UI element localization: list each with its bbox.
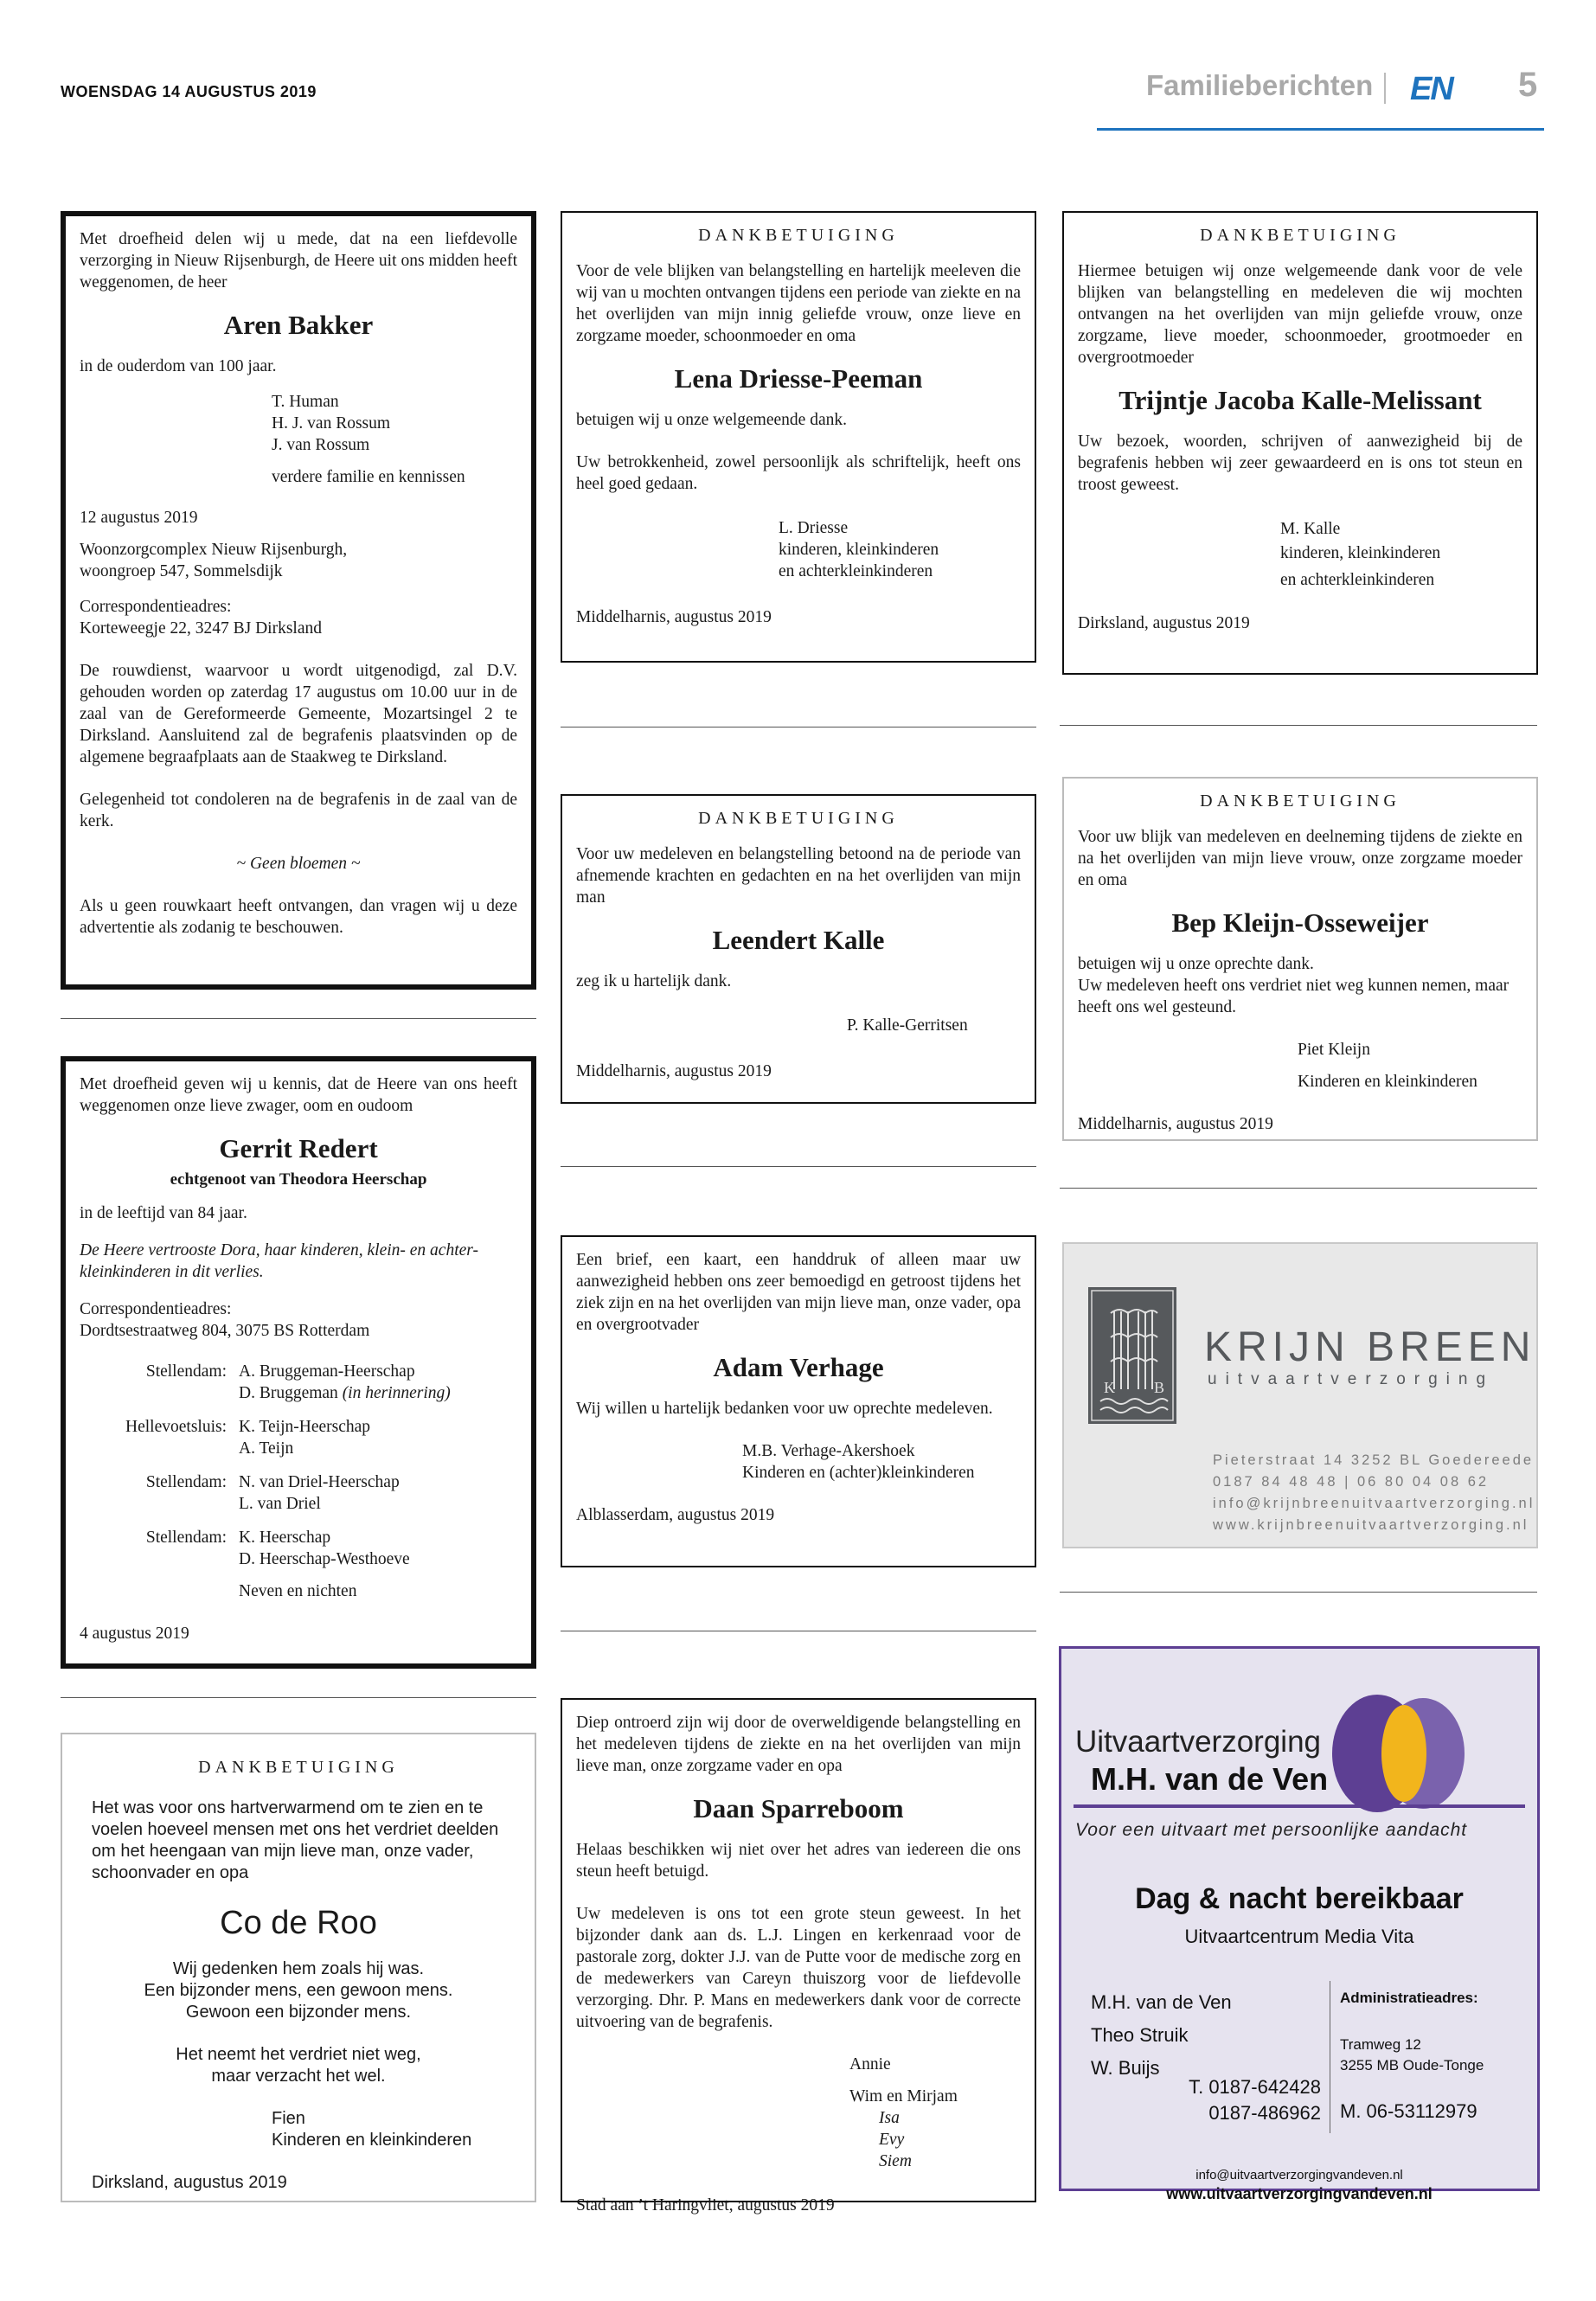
service-info: De rouwdienst, waarvoor u wordt uitgenodigd, zal D.V. gehouden worden op zaterdag 17 augustus om 10.00 uur in de zaal van de Gereformeerde Gemeente, Mozartsingel 2 te Dirksland. Aansluitend zal de begrafenis plaatsvinden op de algemene begraafplaats aan de Staakweg te Dirksland. [80, 662, 517, 766]
no-flowers: ~ Geen bloemen ~ [236, 855, 361, 873]
relative-place: Stellendam: [145, 1529, 227, 1547]
van-de-ven-logo-icon [1330, 1692, 1485, 1815]
thanks-line: betuigen wij u onze oprechte dank. [1078, 955, 1314, 973]
notice-intro: Voor uw medeleven en belangstelling betoond na de periode van afnemende krachten en gedachten en na het overlijden van mijn man [576, 845, 1021, 907]
staff-name: M.H. van de Ven [1091, 1991, 1232, 2013]
signatory: M.B. Verhage-Akershoek [742, 1442, 915, 1460]
phone: T. 0187-642428 [1189, 2076, 1321, 2098]
staff-name: W. Buijs [1091, 2057, 1160, 2079]
page-number: 5 [1518, 66, 1538, 104]
svg-text:B: B [1154, 1379, 1165, 1396]
column-rule [561, 1166, 1036, 1167]
address-line: Tramweg 12 [1340, 2036, 1421, 2053]
deceased-name: Lena Driesse-Peeman [674, 363, 923, 394]
signatory: en achterkleinkinderen [779, 562, 933, 580]
place-line: Woonzorgcomplex Nieuw Rijsenburgh, [80, 541, 348, 559]
notice-body: Uw medeleven is ons tot een grote steun geweest. In het bijzonder dank aan ds. L.J. Lingen en kerkenraad voor de pastorale zorg, dokter J.J. van de Putte voor de medische zorg en de medewerkers van Careyn thuiszorg voor de liefdevolle verzorging. Dhr. P. Mans en medewerkers dank voor de correcte uitvoering van de begrafenis. [576, 1905, 1021, 2031]
correspondence-address: Korteweegje 22, 3247 BJ Dirksland [80, 619, 322, 638]
signatory: verdere familie en kennissen [272, 468, 465, 486]
place-date: Middelharnis, augustus 2019 [1078, 1115, 1273, 1133]
deceased-name: Aren Bakker [223, 310, 374, 340]
relative-place: Hellevoetsluis: [125, 1418, 227, 1436]
notice-co-de-roo [61, 1733, 536, 2202]
admin-label: Administratieadres: [1340, 1990, 1478, 2006]
signatory: H. J. van Rossum [272, 414, 391, 433]
signatory: Kinderen en (achter)kleinkinderen [742, 1464, 975, 1482]
place-date: Dirksland, augustus 2019 [1078, 614, 1250, 632]
notice-heading: DANKBETUIGING [1200, 226, 1401, 245]
accent-rule [1074, 1804, 1525, 1808]
signatory: P. Kalle-Gerritsen [847, 1016, 968, 1035]
signatory: Annie [849, 2055, 891, 2073]
krijn-breen-name: KRIJN BREEN [1204, 1324, 1536, 1370]
signatory: en achterkleinkinderen [1280, 571, 1435, 589]
staff-name: Theo Struik [1091, 2024, 1189, 2046]
header-divider [1384, 73, 1386, 104]
relative-name: K. Teijn-Heerschap [239, 1418, 371, 1436]
email-link[interactable]: info@uitvaartverzorgingvandeven.nl [1195, 2168, 1403, 2182]
van-de-ven-name: M.H. van de Ven [1091, 1761, 1329, 1797]
signatory: J. van Rossum [272, 436, 370, 454]
notice-daan-sparreboom [561, 1698, 1036, 2214]
notice-leendert-kalle [561, 794, 1036, 1104]
column-rule [1060, 1592, 1537, 1593]
relative-name: A. Teijn [239, 1439, 294, 1458]
notice-intro: Een brief, een kaart, een handdruk of alleen maar uw aanwezigheid hebben ons zeer bemoedigd en getroost tijdens het ziek zijn en na het overlijden van mijn lieve man, onze vader, opa en overgrootvader [576, 1251, 1021, 1334]
krijn-breen-contact [1213, 1450, 1535, 1536]
notice-kleijn-osseweijer [1062, 777, 1538, 1141]
age-line: in de leeftijd van 84 jaar. [80, 1204, 247, 1222]
correspondence-label: Correspondentieadres: [80, 598, 232, 616]
notice-intro: Voor uw blijk van medeleven en deelneming tijdens de ziekte en na het overlijden van mijn lieve vrouw, onze zorgzame moeder en oma [1078, 828, 1522, 889]
notice-body: Uw bezoek, woorden, schrijven of aanwezigheid bij de begrafenis hebben wij zeer gewaardeerd en is ons tot steun en troost geweest. [1078, 433, 1522, 494]
age-line: in de ouderdom van 100 jaar. [80, 357, 277, 375]
correspondence-address: Dordtsestraatweg 804, 3075 BS Rotterdam [80, 1322, 370, 1340]
place-date: Dirksland, augustus 2019 [92, 2173, 287, 2192]
notice-gerrit-redert [61, 1056, 536, 1669]
deceased-name: Bep Kleijn-Osseweijer [1171, 907, 1429, 938]
krijn-breen-subtitle: uitvaartverzorging [1208, 1370, 1495, 1388]
email-link[interactable]: info@krijnbreenuitvaartverzorging.nl [1213, 1496, 1535, 1511]
notice-body: Helaas beschikken wij niet over het adres van iedereen die ons steun heeft betuigd. [576, 1841, 1021, 1881]
admin-address [1340, 1988, 1484, 2076]
notice-heading: DANKBETUIGING [1200, 792, 1401, 811]
thanks-line: zeg ik u hartelijk dank. [576, 972, 732, 990]
issue-date: WOENSDAG 14 AUGUSTUS 2019 [61, 83, 317, 100]
relative-name: L. van Driel [239, 1495, 321, 1513]
signatory: kinderen, kleinkinderen [1280, 544, 1441, 562]
website-link[interactable]: www.krijnbreenuitvaartverzorging.nl [1213, 1517, 1529, 1533]
relative-name: K. Heerschap [239, 1529, 331, 1547]
notice-aren-bakker [61, 211, 536, 990]
condolence-info: Gelegenheid tot condoleren na de begrafenis in de zaal van de kerk. [80, 791, 517, 830]
address-line: 3255 MB Oude-Tonge [1340, 2057, 1484, 2073]
grandchild: Isa [879, 2109, 900, 2127]
poem-line: Een bijzonder mens, een gewoon mens. [144, 1981, 453, 2000]
thanks-line: betuigen wij u onze welgemeende dank. [576, 411, 847, 429]
deceased-name: Trijntje Jacoba Kalle-Melissant [1118, 385, 1482, 415]
notice-date: 4 augustus 2019 [80, 1625, 189, 1643]
place-date: Stad aan ’t Haringvliet, augustus 2019 [576, 2196, 835, 2214]
relatives-group [80, 1471, 517, 1515]
mobile-phone: M. 06-53112979 [1340, 2100, 1477, 2122]
place-date: Alblasserdam, augustus 2019 [576, 1506, 775, 1524]
grandchild: Siem [879, 2152, 912, 2170]
tagline: Voor een uitvaart met persoonlijke aandacht [1075, 1820, 1468, 1840]
thanks-line: Uw medeleven heeft ons verdriet niet weg kunnen nemen, maar heeft ons wel gesteund. [1078, 977, 1509, 1016]
deceased-name: Co de Roo [220, 1905, 377, 1941]
signatory: Fien [272, 2109, 305, 2128]
notice-kalle-melissant [1062, 211, 1538, 675]
place-date: Middelharnis, augustus 2019 [576, 608, 772, 626]
relative-name: N. van Driel-Heerschap [239, 1473, 400, 1491]
notice-heading: DANKBETUIGING [698, 809, 899, 828]
notice-intro: Het was voor ons hartverwarmend om te zien en te voelen hoeveel mensen met ons het verdriet deelden om het heengaan van mijn lieve man, onze vader, schoonvader en opa [92, 1798, 499, 1882]
notice-date: 12 augustus 2019 [80, 509, 198, 527]
deceased-name: Adam Verhage [713, 1352, 884, 1382]
address: Pieterstraat 14 3252 BL Goedereede [1213, 1452, 1535, 1468]
signatory: Piet Kleijn [1298, 1041, 1370, 1059]
notice-adam-verhage [561, 1235, 1036, 1567]
place-line: woongroep 547, Sommelsdijk [80, 562, 283, 580]
notice-heading: DANKBETUIGING [698, 226, 899, 245]
section-title: Familieberichten [1146, 69, 1374, 101]
column-rule [1060, 1188, 1537, 1189]
signatory: Kinderen en kleinkinderen [1298, 1073, 1477, 1091]
column-rule [1060, 725, 1537, 726]
signatory: L. Driesse [779, 519, 849, 537]
notice-heading: DANKBETUIGING [198, 1758, 399, 1777]
notice-intro: Voor de vele blijken van belangstelling en hartelijk meeleven die wij van u mochten ontvangen tijdens een periode van ziekte en na het overlijden van mijn innig geliefde vrouw, onze lieve en zorgzame moeder, schoonmoeder en oma [576, 262, 1021, 345]
relative-place: Stellendam: [145, 1473, 227, 1491]
ad-van-de-ven [1059, 1646, 1540, 2202]
relative-name: D. Bruggeman [239, 1384, 338, 1402]
notice-intro: Diep ontroerd zijn wij door de overweldigende belangstelling en het medeleven tijdens de ziekte en na het overlijden van mijn lieve man, onze zorgzame vader en opa [576, 1714, 1021, 1775]
signatory: kinderen, kleinkinderen [779, 541, 939, 559]
header-rule [1097, 128, 1544, 131]
phone: 0187-486962 [1208, 2102, 1321, 2124]
column-rule [61, 1018, 536, 1019]
staff-names [1091, 1986, 1232, 2085]
ad-krijn-breen [1062, 1242, 1538, 1548]
signatory: M. Kalle [1280, 520, 1341, 538]
thanks-line: Wij willen u hartelijk bedanken voor uw oprechte medeleven. [576, 1400, 993, 1418]
deceased-name: Leendert Kalle [712, 925, 885, 955]
poem-line: Het neemt het verdriet niet weg, [176, 2045, 421, 2064]
poem-line: Wij gedenken hem zoals hij was. [172, 1959, 425, 1978]
correspondence-label: Correspondentieadres: [80, 1300, 232, 1318]
notice-intro: Hiermee betuigen wij onze welgemeende dank voor de vele blijken van belangstelling en medeleven die wij mochten ontvangen na het overlijden van mijn geliefde vrouw, onze zorgzame, lieve moeder, schoonmoeder, grootmoeder en overgrootmoeder [1078, 262, 1522, 367]
poem-line: maar verzacht het wel. [211, 2067, 386, 2086]
website-link[interactable]: www.uitvaartverzorgingvandeven.nl [1166, 2185, 1433, 2202]
deceased-name: Daan Sparreboom [693, 1793, 904, 1823]
krijn-breen-logo [1088, 1287, 1176, 1424]
grandchild: Evy [879, 2131, 905, 2149]
relatives-group [80, 1527, 517, 1570]
card-note: Als u geen rouwkaart heeft ontvangen, dan vragen wij u deze advertentie als zodanig te beschouwen. [80, 897, 517, 937]
svg-text:K: K [1104, 1379, 1115, 1396]
en-logo: EN [1410, 71, 1452, 107]
comfort-line: De Heere vertrooste Dora, haar kinderen, klein- en achter-kleinkinderen in dit verlies. [80, 1241, 478, 1281]
phone: 0187 84 48 48 | 06 80 04 08 62 [1213, 1474, 1490, 1490]
deceased-name: Gerrit Redert [219, 1133, 378, 1163]
centre-name: Uitvaartcentrum Media Vita [1184, 1926, 1414, 1947]
place-date: Middelharnis, augustus 2019 [576, 1062, 772, 1080]
signatory: Kinderen en kleinkinderen [272, 2131, 472, 2150]
relative-name: A. Bruggeman-Heerschap [239, 1362, 415, 1381]
notice-body: Uw betrokkenheid, zowel persoonlijk als schriftelijk, heeft ons heel goed gedaan. [576, 453, 1021, 493]
availability-heading: Dag & nacht bereikbaar [1135, 1882, 1464, 1915]
column-rule [61, 1697, 536, 1698]
signatory: Wim en Mirjam [849, 2087, 958, 2106]
relatives-group [80, 1416, 517, 1459]
spouse-line: echtgenoot van Theodora Heerschap [170, 1170, 427, 1189]
relatives-line: Neven en nichten [239, 1582, 357, 1600]
notice-intro: Met droefheid geven wij u kennis, dat de Heere van ons heeft weggenomen onze lieve zwager, oom en oudoom [80, 1075, 517, 1115]
poem-line: Gewoon een bijzonder mens. [185, 2003, 412, 2022]
notice-lena-driesse-peeman [561, 211, 1036, 663]
signatory: T. Human [272, 393, 339, 411]
relatives-group [80, 1361, 517, 1404]
phone-numbers [1183, 2074, 1321, 2126]
memorial-note: (in herinnering) [342, 1384, 451, 1402]
relative-place: Stellendam: [145, 1362, 227, 1381]
notice-intro: Met droefheid delen wij u mede, dat na een liefdevolle verzorging in Nieuw Rijsenburgh, de Heere uit ons midden heeft weggenomen, de heer [80, 230, 517, 292]
relative-name: D. Heerschap-Westhoeve [239, 1550, 410, 1568]
van-de-ven-title: Uitvaartverzorging [1075, 1725, 1321, 1759]
